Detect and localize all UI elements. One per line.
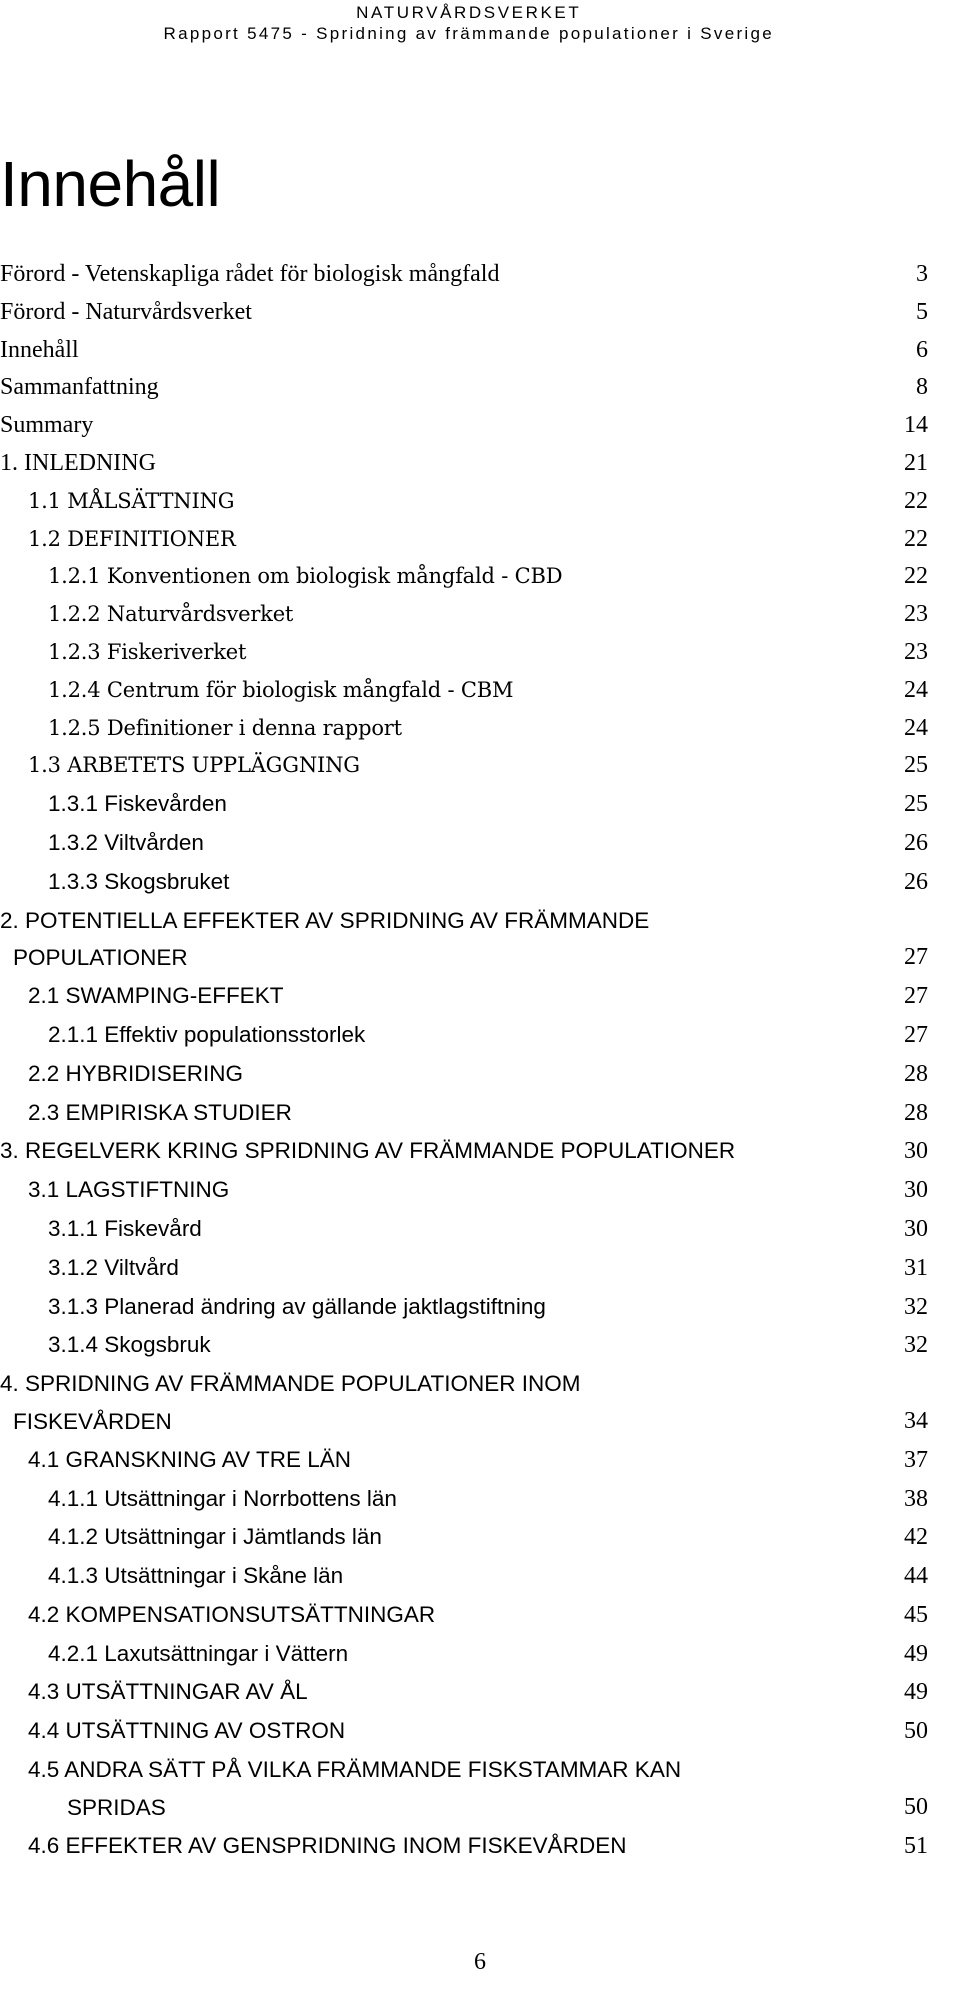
header-report-title: Rapport 5475 - Spridning av främmande populationer i Sverige	[163, 24, 774, 43]
toc-entry-title: 1.2.4 Centrum för biologisk mångfald - CBM	[48, 677, 514, 702]
toc-entry-page: 22	[904, 525, 928, 552]
header-organization: NATURVÅRDSVERKET	[356, 3, 582, 22]
toc-entry-title: Förord - Vetenskapliga rådet för biologisk mångfald	[0, 261, 500, 287]
toc-entry-title: 1.3.2 Viltvården	[48, 829, 204, 855]
toc-entry[interactable]	[0, 1827, 928, 1866]
toc-entry-title: 2.2 HYBRIDISERING	[28, 1060, 244, 1086]
toc-entry[interactable]	[0, 1441, 928, 1480]
toc-entry-title: 3. REGELVERK KRING SPRIDNING AV FRÄMMANDE POPULATIONER	[0, 1138, 736, 1164]
toc-entry[interactable]	[0, 558, 928, 596]
toc-entry[interactable]	[0, 747, 928, 785]
toc-entry-page: 5	[916, 298, 928, 325]
toc-entry-page: 27	[904, 1021, 928, 1048]
toc-entry-page: 32	[904, 1293, 928, 1320]
page-header	[164, 2, 775, 44]
toc-entry-page: 21	[904, 449, 928, 476]
toc-entry-page: 37	[904, 1446, 928, 1473]
toc-entry[interactable]	[0, 256, 928, 294]
toc-entry-page: 3	[916, 261, 928, 287]
toc-entry[interactable]	[0, 332, 928, 370]
toc-entry-title: 2.1.1 Effektiv populationsstorlek	[48, 1021, 366, 1047]
toc-entry-title: 1.1 MÅLSÄTTNING	[28, 488, 235, 513]
toc-entry[interactable]	[0, 824, 928, 863]
toc-entry-title: 1.3 ARBETETS UPPLÄGGNING	[28, 753, 360, 778]
toc-entry[interactable]	[0, 1210, 928, 1249]
toc-entry[interactable]	[0, 1518, 928, 1557]
toc-entry-title: 4.5 ANDRA SÄTT PÅ VILKA FRÄMMANDE FISKSTAMMAR KAN	[28, 1757, 682, 1783]
toc-entry-title: 3.1.2 Viltvård	[48, 1254, 179, 1280]
toc-entry[interactable]	[0, 1288, 928, 1327]
toc-entry-page: 24	[904, 676, 928, 703]
toc-entry[interactable]	[0, 1365, 928, 1441]
toc-entry-page: 14	[904, 412, 928, 439]
toc-entry[interactable]	[0, 596, 928, 634]
toc-entry-page: 30	[904, 1138, 928, 1165]
toc-entry-page: 23	[904, 638, 928, 665]
toc-entry-page: 42	[904, 1524, 928, 1551]
toc-entry-title: 4.4 UTSÄTTNING AV OSTRON	[28, 1718, 346, 1744]
toc-entry-page: 30	[904, 1215, 928, 1242]
toc-entry-page: 6	[916, 336, 928, 363]
toc-entry-page: 26	[904, 868, 928, 895]
toc-entry-title: 1.3.3 Skogsbruket	[48, 868, 230, 894]
toc-entry-title: 1.3.1 Fiskevården	[48, 791, 227, 817]
toc-entry[interactable]	[0, 521, 928, 559]
toc-entry-title: 3.1.1 Fiskevård	[48, 1215, 202, 1241]
toc-entry-page: 28	[904, 1060, 928, 1087]
toc-entry-page: 51	[904, 1832, 928, 1859]
toc-entry-title: Summary	[0, 412, 94, 439]
toc-entry-title: 1.2.1 Konventionen om biologisk mångfald - CBD	[48, 564, 563, 589]
toc-entry-page: 22	[904, 487, 928, 514]
toc-entry-page: 50	[904, 1718, 928, 1745]
toc-entry[interactable]	[0, 672, 928, 710]
toc-entry-page: 50	[904, 1793, 928, 1820]
toc-entry[interactable]	[0, 1249, 928, 1288]
toc-entry[interactable]	[0, 294, 928, 332]
toc-entry-title-continuation: FISKEVÅRDEN	[13, 1408, 172, 1434]
toc-entry[interactable]	[0, 863, 928, 902]
toc-entry-title: 1.2.3 Fiskeriverket	[48, 639, 247, 664]
toc-entry[interactable]	[0, 483, 928, 521]
toc-entry[interactable]	[0, 977, 928, 1016]
toc-entry[interactable]	[0, 1055, 928, 1094]
toc-entry[interactable]	[0, 1557, 928, 1596]
toc-entry-page: 25	[904, 791, 928, 818]
page-title: Innehåll	[0, 148, 221, 220]
toc-entry-title: Förord - Naturvårdsverket	[0, 298, 252, 325]
toc-entry[interactable]	[0, 1326, 928, 1365]
toc-entry-page: 49	[904, 1679, 928, 1706]
toc-entry-title: 4. SPRIDNING AV FRÄMMANDE POPULATIONER INOM	[0, 1371, 581, 1397]
toc-entry[interactable]	[0, 710, 928, 748]
toc-entry[interactable]	[0, 1171, 928, 1210]
toc-entry[interactable]	[0, 634, 928, 672]
toc-entry-title: 4.1.3 Utsättningar i Skåne län	[48, 1563, 344, 1589]
toc-entry-page: 28	[904, 1099, 928, 1126]
toc-entry[interactable]	[0, 369, 928, 407]
toc-entry-title: 3.1.4 Skogsbruk	[48, 1332, 211, 1358]
toc-entry-title: 4.1 GRANSKNING AV TRE LÄN	[28, 1446, 352, 1472]
toc-entry-page: 25	[904, 752, 928, 779]
toc-entry[interactable]	[0, 1673, 928, 1712]
toc-entry-page: 23	[904, 601, 928, 628]
toc-entry-title: 4.6 EFFEKTER AV GENSPRIDNING INOM FISKEVÅRDEN	[28, 1832, 627, 1858]
toc-entry-page: 31	[904, 1254, 928, 1281]
toc-entry-title: Innehåll	[0, 336, 79, 363]
toc-entry-title-continuation: POPULATIONER	[13, 945, 188, 971]
table-of-contents	[0, 256, 928, 1865]
toc-entry-page: 32	[904, 1332, 928, 1359]
toc-entry-title: 1.2.5 Definitioner i denna rapport	[48, 715, 402, 740]
toc-entry-title-continuation: SPRIDAS	[67, 1794, 166, 1820]
toc-entry-page: 24	[904, 714, 928, 741]
toc-entry[interactable]	[0, 1712, 928, 1751]
toc-entry[interactable]	[0, 1016, 928, 1055]
toc-entry[interactable]	[0, 445, 928, 483]
toc-entry[interactable]	[0, 902, 928, 978]
toc-entry-page: 22	[904, 563, 928, 590]
toc-entry-page: 27	[904, 983, 928, 1010]
toc-entry[interactable]	[0, 785, 928, 824]
toc-entry-page: 38	[904, 1485, 928, 1512]
toc-entry-page: 45	[904, 1601, 928, 1628]
toc-entry-title: 4.1.2 Utsättningar i Jämtlands län	[48, 1524, 382, 1550]
toc-entry-page: 26	[904, 829, 928, 856]
toc-entry-title: 1. INLEDNING	[0, 449, 156, 476]
toc-entry-title: 1.2.2 Naturvårdsverket	[48, 602, 294, 627]
toc-entry[interactable]	[0, 1480, 928, 1519]
toc-entry-title: 4.1.1 Utsättningar i Norrbottens län	[48, 1485, 397, 1511]
toc-entry-title: 4.2.1 Laxutsättningar i Vättern	[48, 1640, 349, 1666]
page-number: 6	[474, 1949, 486, 1975]
toc-entry[interactable]	[0, 1635, 928, 1674]
toc-entry[interactable]	[0, 1132, 928, 1171]
toc-entry[interactable]	[0, 407, 928, 445]
toc-entry-page: 49	[904, 1640, 928, 1667]
toc-entry-page: 8	[916, 374, 928, 401]
toc-entry-page: 27	[904, 944, 928, 971]
toc-entry-page: 34	[904, 1407, 928, 1434]
toc-entry[interactable]	[0, 1094, 928, 1133]
toc-entry-title: 2.1 SWAMPING-EFFEKT	[28, 983, 284, 1009]
toc-entry-title: 3.1.3 Planerad ändring av gällande jaktlagstiftning	[48, 1293, 546, 1319]
toc-entry-title: Sammanfattning	[0, 374, 159, 401]
toc-entry-title: 3.1 LAGSTIFTNING	[28, 1177, 230, 1203]
toc-entry-title: 4.2 KOMPENSATIONSUTSÄTTNINGAR	[28, 1601, 436, 1627]
toc-entry[interactable]	[0, 1596, 928, 1635]
toc-entry-page: 44	[904, 1563, 928, 1590]
toc-entry-title: 4.3 UTSÄTTNINGAR AV ÅL	[28, 1679, 308, 1705]
toc-entry-title: 2.3 EMPIRISKA STUDIER	[28, 1099, 292, 1125]
toc-entry[interactable]	[0, 1751, 928, 1827]
toc-entry-page: 30	[904, 1177, 928, 1204]
toc-entry-title: 1.2 DEFINITIONER	[28, 526, 236, 551]
toc-entry-title: 2. POTENTIELLA EFFEKTER AV SPRIDNING AV FRÄMMANDE	[0, 907, 650, 933]
